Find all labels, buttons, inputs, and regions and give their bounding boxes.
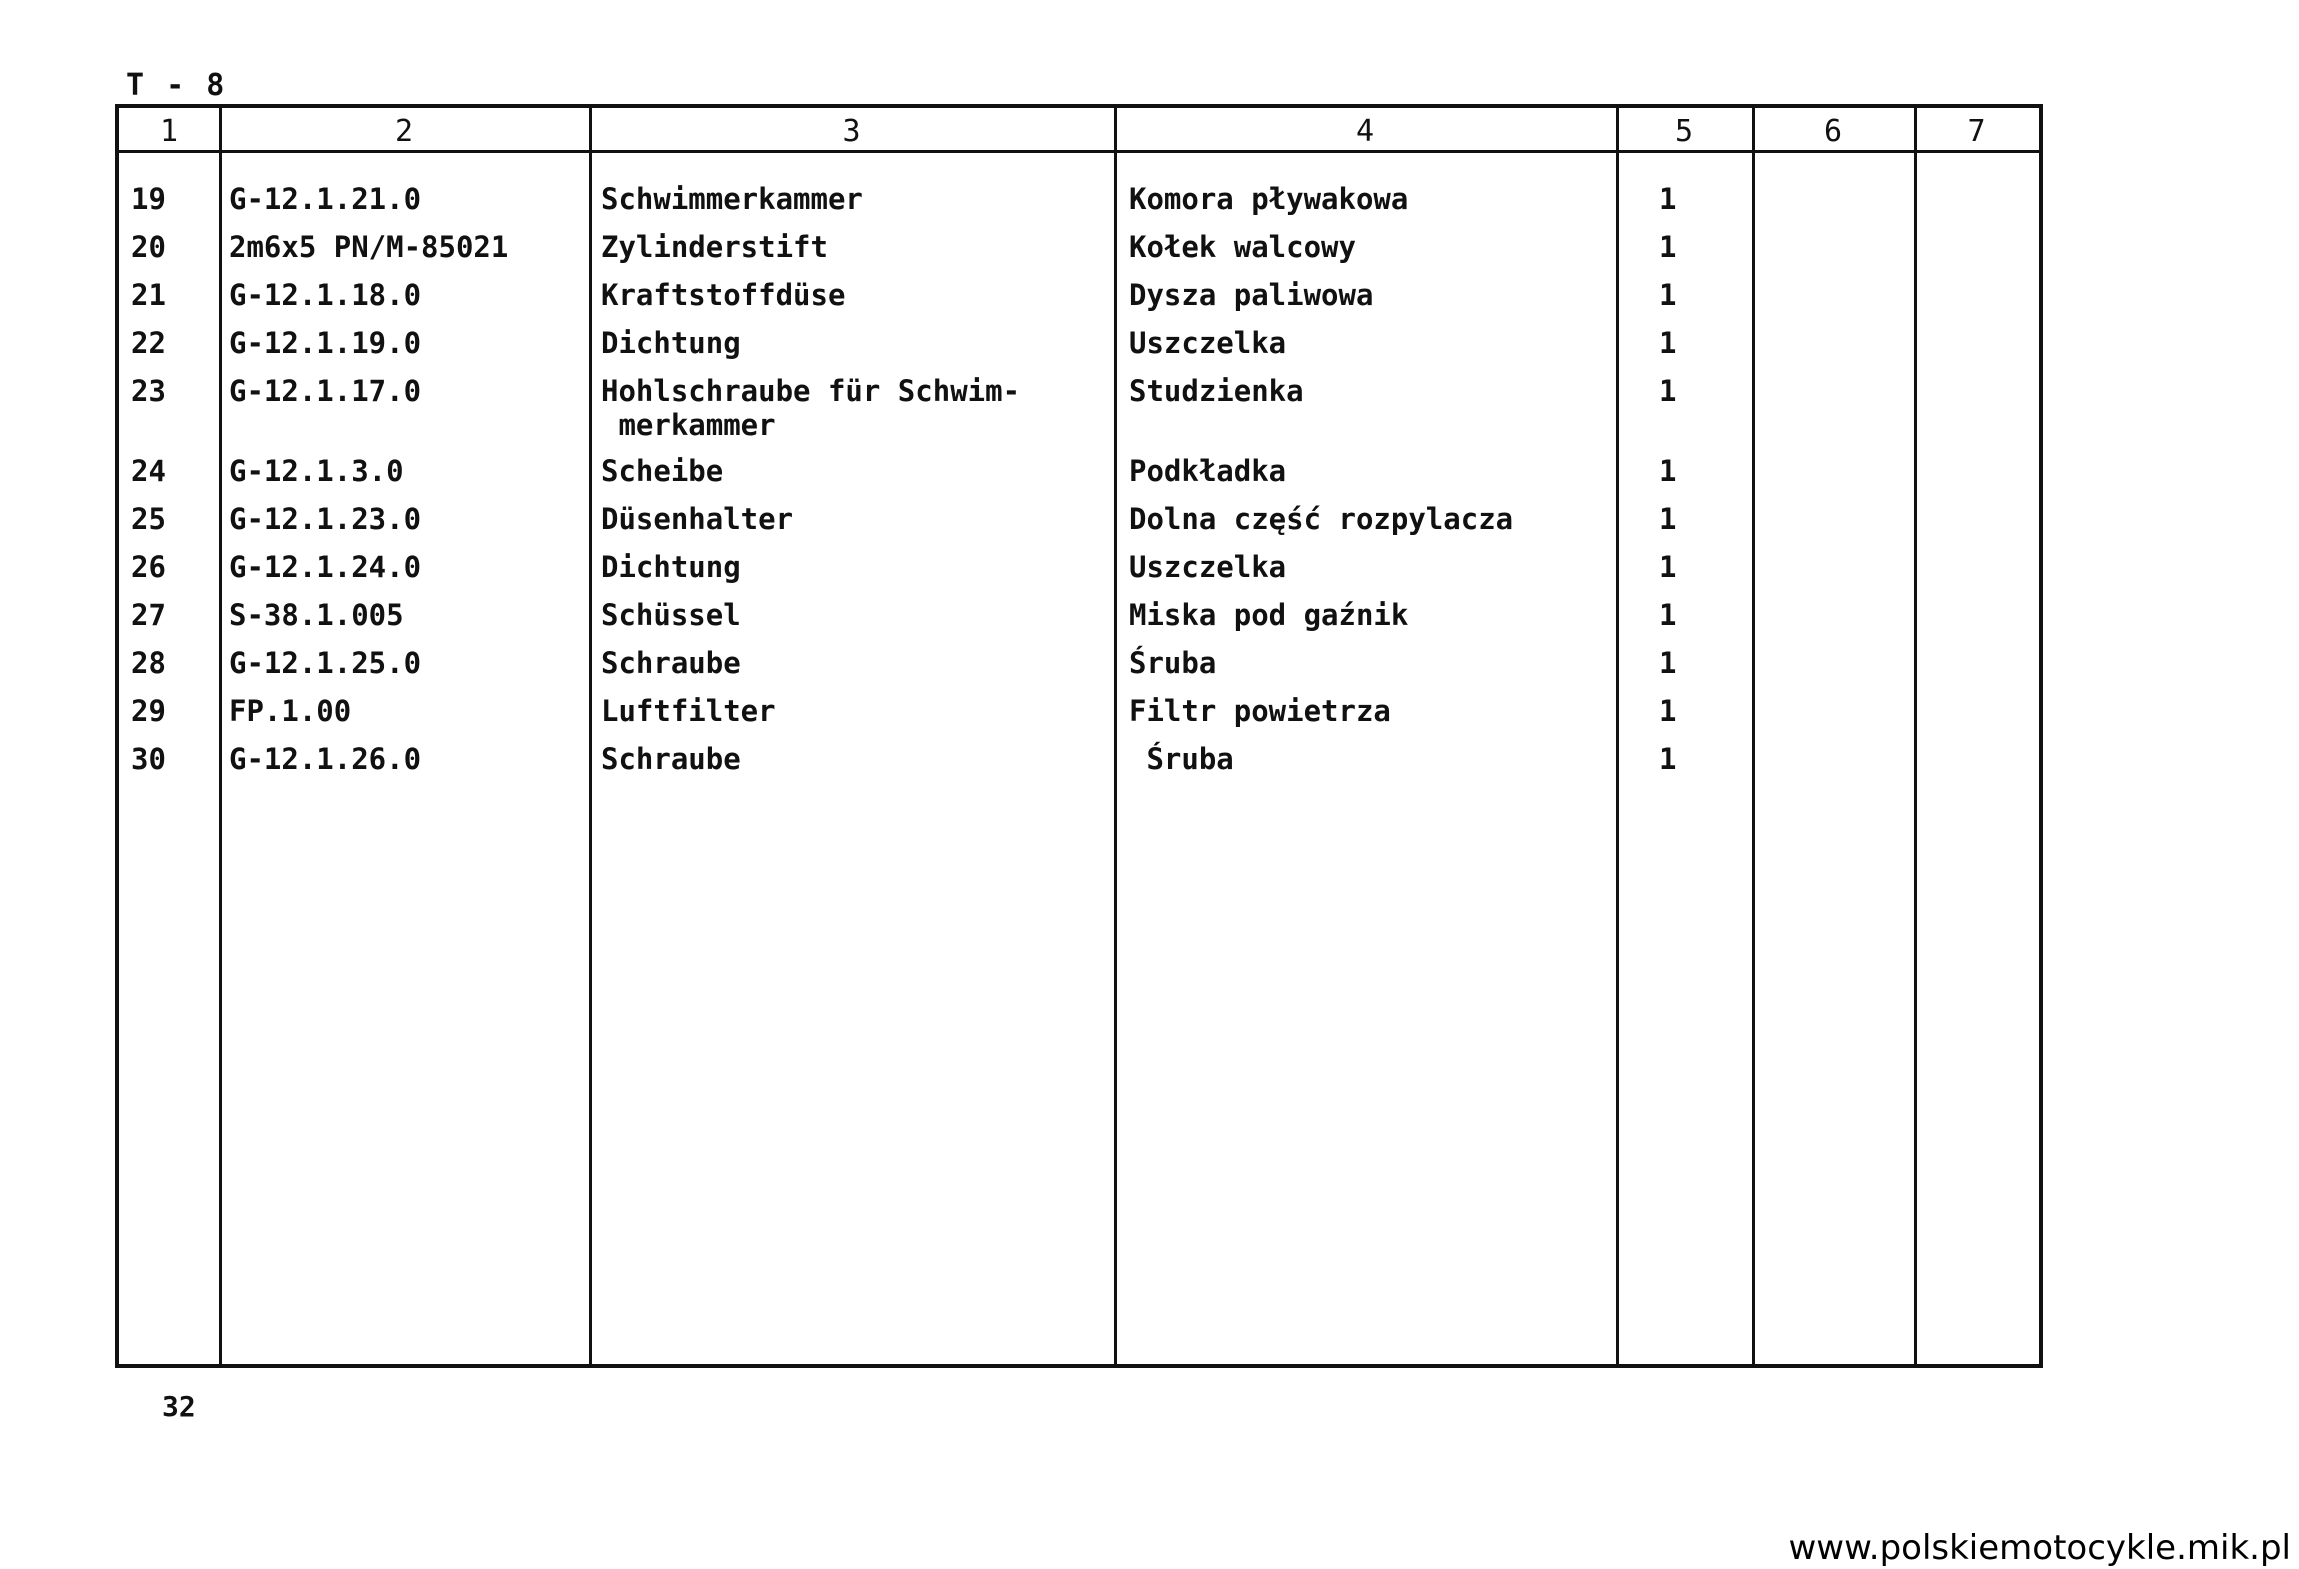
polish-name: Kołek walcowy: [1129, 230, 1356, 264]
website-watermark: www.polskiemotocykle.mik.pl: [1788, 1528, 2291, 1568]
row-number: 21: [131, 278, 166, 312]
german-name: Schraube: [601, 646, 741, 680]
header-col-5: 5: [1674, 114, 1694, 149]
quantity: 1: [1659, 278, 1677, 312]
german-name: Scheibe: [601, 454, 724, 488]
polish-name: Śruba: [1129, 646, 1217, 680]
row-number: 26: [131, 550, 166, 584]
page-number: 32: [162, 1390, 196, 1423]
header-col-1: 1: [159, 114, 179, 149]
polish-name: Podkładka: [1129, 454, 1287, 488]
quantity: 1: [1659, 326, 1677, 360]
sheet-label: T - 8: [126, 68, 227, 103]
row-number: 30: [131, 742, 166, 776]
row-number: 20: [131, 230, 166, 264]
part-code: G-12.1.17.0: [229, 374, 422, 408]
row-number: 28: [131, 646, 166, 680]
header-divider: [119, 150, 2039, 153]
german-name: Zylinderstift: [601, 230, 828, 264]
german-name: Dichtung: [601, 550, 741, 584]
part-code: G-12.1.18.0: [229, 278, 422, 312]
quantity: 1: [1659, 694, 1677, 728]
row-number: 23: [131, 374, 166, 408]
parts-table: [115, 104, 2043, 1368]
polish-name: Dysza paliwowa: [1129, 278, 1374, 312]
polish-name: Komora pływakowa: [1129, 182, 1409, 216]
quantity: 1: [1659, 230, 1677, 264]
part-code: G-12.1.25.0: [229, 646, 422, 680]
row-number: 29: [131, 694, 166, 728]
quantity: 1: [1659, 454, 1677, 488]
header-col-3: 3: [842, 114, 861, 149]
polish-name: Miska pod gaźnik: [1129, 598, 1409, 632]
part-code: G-12.1.24.0: [229, 550, 422, 584]
column-divider: [1914, 108, 1917, 1364]
polish-name: Dolna część rozpylacza: [1129, 502, 1514, 536]
german-name: Luftfilter: [601, 694, 776, 728]
quantity: 1: [1659, 742, 1677, 776]
polish-name: Studzienka: [1129, 374, 1304, 408]
row-number: 22: [131, 326, 166, 360]
german-name: Hohlschraube für Schwim- merkammer: [601, 374, 1021, 442]
german-name: Schüssel: [601, 598, 741, 632]
polish-name: Śruba: [1129, 742, 1234, 776]
polish-name: Uszczelka: [1129, 550, 1287, 584]
quantity: 1: [1659, 598, 1677, 632]
column-divider: [1114, 108, 1117, 1364]
german-name: Kraftstoffdüse: [601, 278, 846, 312]
header-col-7: 7: [1967, 114, 1986, 149]
part-code: S-38.1.005: [229, 598, 404, 632]
quantity: 1: [1659, 550, 1677, 584]
row-number: 24: [131, 454, 166, 488]
column-divider: [219, 108, 222, 1364]
part-code: G-12.1.23.0: [229, 502, 422, 536]
part-code: G-12.1.21.0: [229, 182, 422, 216]
german-name: Dichtung: [601, 326, 741, 360]
row-number: 19: [131, 182, 166, 216]
part-code: G-12.1.19.0: [229, 326, 422, 360]
part-code: G-12.1.3.0: [229, 454, 404, 488]
column-divider: [1752, 108, 1755, 1364]
quantity: 1: [1659, 182, 1677, 216]
header-col-6: 6: [1823, 114, 1843, 149]
column-divider: [1616, 108, 1619, 1364]
polish-name: Uszczelka: [1129, 326, 1287, 360]
row-number: 27: [131, 598, 166, 632]
part-code: G-12.1.26.0: [229, 742, 422, 776]
polish-name: Filtr powietrza: [1129, 694, 1391, 728]
german-name: Schwimmerkammer: [601, 182, 863, 216]
column-divider: [589, 108, 592, 1364]
part-code: FP.1.00: [229, 694, 352, 728]
german-name: Düsenhalter: [601, 502, 794, 536]
part-code: 2m6x5 PN/M-85021: [229, 230, 509, 264]
german-name: Schraube: [601, 742, 741, 776]
quantity: 1: [1659, 646, 1677, 680]
header-col-2: 2: [394, 114, 414, 149]
quantity: 1: [1659, 374, 1677, 408]
quantity: 1: [1659, 502, 1677, 536]
header-col-4: 4: [1355, 114, 1375, 149]
row-number: 25: [131, 502, 166, 536]
